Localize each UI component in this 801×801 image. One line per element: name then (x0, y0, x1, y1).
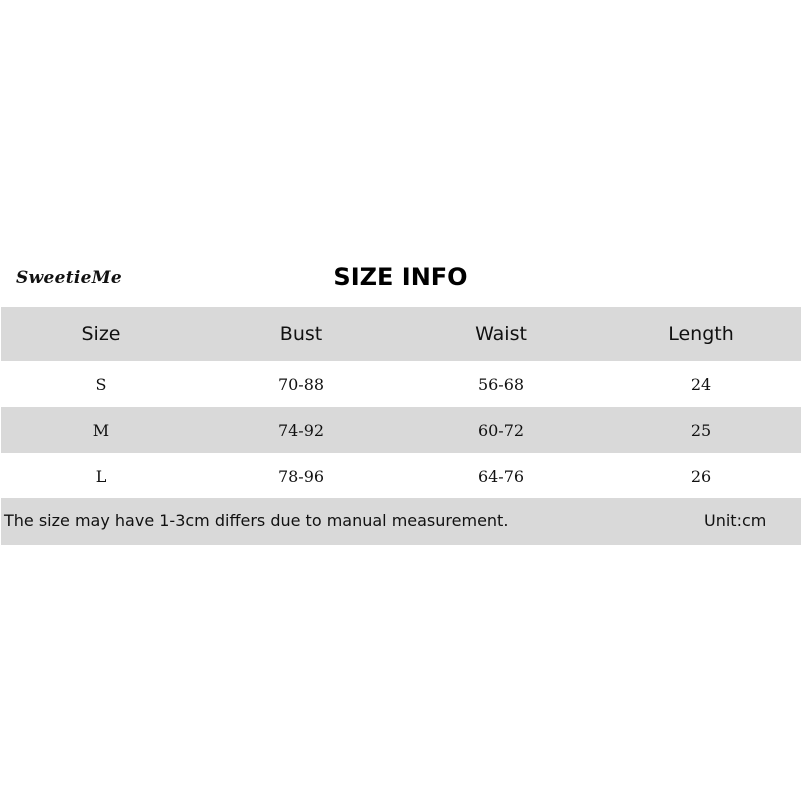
cell-length: 25 (690, 420, 712, 440)
table-footer (1, 498, 801, 545)
cell-bust: 70-88 (277, 374, 325, 394)
header-cell-length: Length (668, 323, 734, 345)
header-cell-waist: Waist (475, 323, 527, 345)
cell-size: M (92, 420, 110, 440)
page-title: SIZE INFO (333, 263, 468, 291)
table-header-row (1, 307, 801, 361)
table-row (1, 361, 801, 407)
table-row (1, 453, 801, 499)
cell-waist: 60-72 (477, 420, 525, 440)
header-cell-bust: Bust (279, 323, 323, 345)
cell-size: L (95, 466, 107, 486)
header-cell-size: Size (81, 323, 121, 345)
cell-bust: 74-92 (277, 420, 325, 440)
cell-waist: 64-76 (477, 466, 525, 486)
size-table (1, 307, 801, 499)
measurement-note: The size may have 1-3cm differs due to manual measurement. (4, 511, 509, 530)
table-row (1, 407, 801, 453)
brand-logo: SweetieMe (16, 268, 123, 288)
cell-size: S (95, 374, 107, 394)
cell-length: 26 (690, 466, 712, 486)
cell-bust: 78-96 (277, 466, 325, 486)
cell-length: 24 (690, 374, 712, 394)
cell-waist: 56-68 (477, 374, 525, 394)
unit-label: Unit:cm (704, 511, 767, 530)
